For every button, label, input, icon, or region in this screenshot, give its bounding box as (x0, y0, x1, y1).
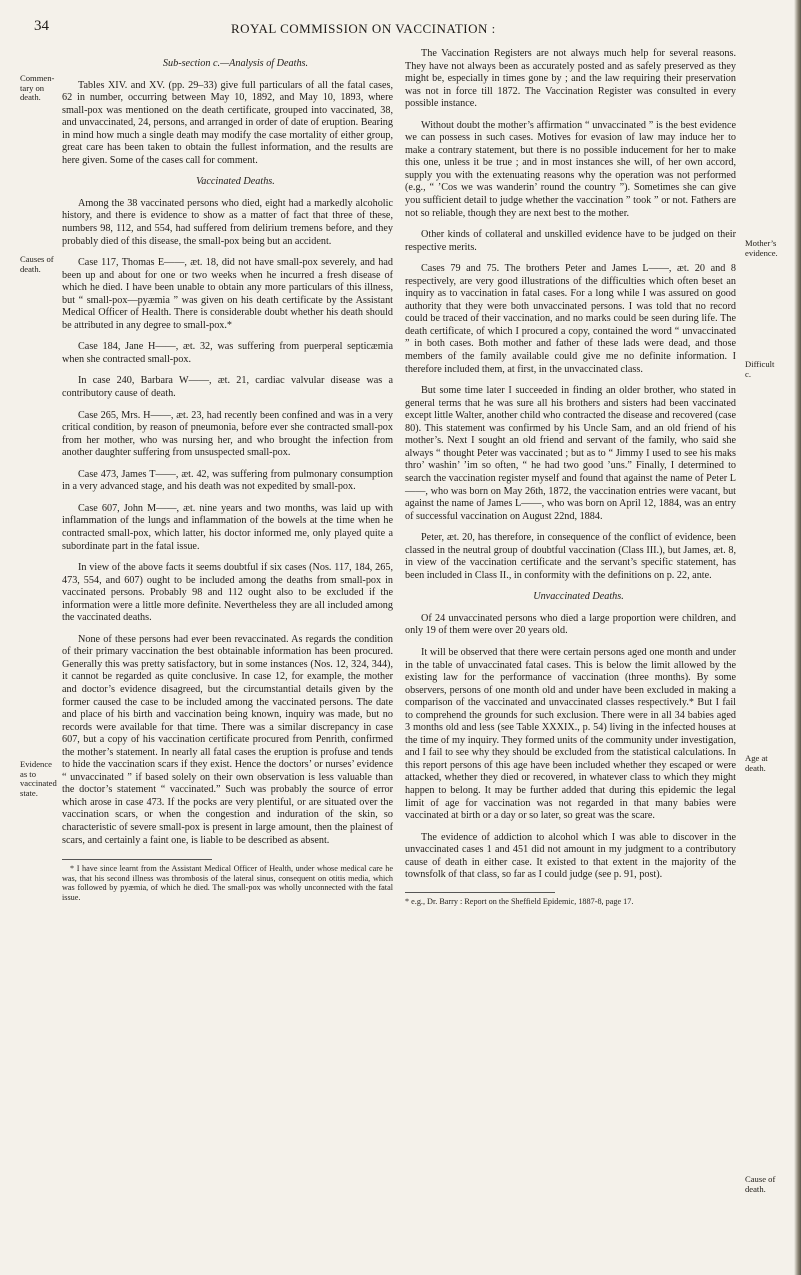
paragraph: Other kinds of collateral and unskilled evidence have to be judged on their respective merits. (405, 229, 736, 253)
paragraph: Case 265, Mrs. H——, æt. 23, had recently been confined and was in a very critical condition, by reason of pneumonia, before ever she contracted small-pox from her mother, who was nursing her, and who brought the infection from another daughter suffering from unsuspected small-pox. (62, 409, 393, 459)
margin-note-causes: Causes of death. (20, 254, 54, 274)
paragraph: It will be observed that there were certain persons aged one month and under in the table of unvaccinated fatal cases. This is below the limit allowed by the existing law for the performance of vaccination (three months). By some observers, persons of one month old and under have been excluded in making a comparison of the vaccinated and unvaccinated classes respectively.* But I fail to comprehend the grounds for such exclusion. There were in all 34 babies aged 3 months old and less (see Table XXXIX., p. 54) living in the infected houses at the time of my inquiry. They formed units of the community under investigation, and I fail to see why they should be excluded from the statistical calculations. In this report persons of this age have been included whether they escaped or were attacked, whether they died or recovered, in whatever class to which they might happen to belong. It may be further added that during this epidemic the legal limit of age for vaccination was not regarded in that many babies were vaccinated at birth or a day or so later, so great was the scare. (405, 646, 736, 822)
paragraph: But some time later I succeeded in finding an older brother, who stated in general terms that he was sure all his brothers and sisters had been vaccinated except little Walter, another child who contracted the disease and recovered (case 80). This statement was confirmed by his Uncle Sam, and an old friend of his mother’s. Next I sought an old friend and servant of the family, who said she always “ thought Peter was vaccinated ; but as to “ Jimmy I used to see his maks thro’ washin’ ’im so often, “ he had two good ’uns.” Finally, I determined to search the vaccination register myself and found that against the name of Peter L——, who was born on May 26th, 1872, the vaccination entries were vacant, but against the name of James L——, who was born on April 12, 1884, was an entry of successful vaccination on August 22nd, 1884. (405, 385, 736, 522)
paragraph: Case 607, John M——, æt. nine years and two months, was laid up with inflammation of the lungs and inflammation of the bowels at the time when he contracted small-pox, which latter, his doctor informed me, only played quite a subordinate part in the fatal issue. (62, 502, 393, 552)
page-number: 34 (34, 18, 49, 34)
margin-note-cause-of-death: Cause of death. (745, 1175, 776, 1194)
footnote: * e.g., Dr. Barry : Report on the Sheffield Epidemic, 1887-8, page 17. (405, 896, 634, 906)
vaccinated-deaths-heading: Vaccinated Deaths. (196, 176, 275, 188)
page-binding-edge (794, 0, 801, 1275)
paragraph: Tables XIV. and XV. (pp. 29–33) give full particulars of all the fatal cases, 62 in number, occurring between May 10, 1892, and May 10, 1893, where small-pox was mentioned on the death certificate, grouped into vaccinated, 38, and unvaccinated, 24, persons, and arranged in order of date of eruption. Bearing in mind how much a single death may modify the case mortality of either group, great care has been taken to obtain the fullest information, and the results are here given. Some of the cases call for comment. (62, 79, 393, 166)
paragraph: Case 473, James T——, æt. 42, was suffering from pulmonary consumption in a very advanced stage, and his death was not expedited by small-pox. (62, 468, 393, 493)
right-column (405, 48, 736, 906)
footnote-rule (62, 859, 393, 902)
footnote-block (405, 892, 736, 907)
section-heading: Sub-section c.—Analysis of Deaths. (162, 58, 309, 69)
margin-note-evidence: Evidence as to vaccinated state. (20, 759, 57, 798)
paragraph: Case 184, Jane H——, æt. 32, was suffering from puerperal septicæmia when she contracted small-pox. (62, 341, 393, 365)
footnote: * I have since learnt from the Assistant Medical Officer of Health, under whose medical care he was, that his second illness was thrombosis of the lateral sinus, consequent on otitis media, which was followed by pyæmia, of which he died. The small-pox was wholly unconnected with the fatal issue. (62, 864, 393, 902)
paragraph: Case 117, Thomas E——, æt. 18, did not have small-pox severely, and had been up and about for one or two weeks when he incurred a fresh disease of which he died. I have been unable to obtain any more particulars of this illness, but “ small-pox—pyæmia ” was given on his death certificate by the Assistant Medical Officer of Health. There is considerable doubt whether his death should be attributed in any degree to small-pox.* (62, 257, 393, 331)
paragraph: Of 24 unvaccinated persons who died a large proportion were children, and only 19 of them were over 20 years old. (405, 612, 736, 637)
unvaccinated-deaths-heading: Unvaccinated Deaths. (533, 591, 624, 603)
paragraph: Cases 79 and 75. The brothers Peter and James L——, æt. 20 and 8 respectively, are very good illustrations of the difficulties which often beset an inquiry as to vaccination in fatal cases. For a long while I was assured on good authority that they were both unvaccinated persons. I was told that no record could be traced of their vaccination, and no marks could be seen during life. The death certificate, of which I procured a copy, contained the word “ unvaccinated ” in both cases. Both mother and father of these lads were dead, and those members of the family available could give me no definite information. I therefore included them, at first, in the unvaccinated class. (405, 263, 736, 375)
margin-note-commentary: Commen- tary on death. (20, 73, 55, 103)
paragraph: None of these persons had ever been revaccinated. As regards the condition of their primary vaccination the best obtainable information has been procured. Generally this was pretty satisfactory, but in some instances (Nos. 12, 324, 344), it cannot be regarded as quite conclusive. In case 12, for example, the mother and doctor’s evidence disagreed, but the circumstantial details given by the former caused the case to be included among the vaccinated persons. The date and place of his birth and vaccination being known, inquiry was made, but no records were available for that time. There was a similar discrepancy in case 607, but a copy of his vaccination certificate procured from Penrith, confirmed the mother’s statement. In nearly all fatal cases the eruption is profuse and tends to hide the vaccination scars if they exist. Hence the doctors’ or nurses’ evidence “ unvaccinated ” if based solely on their own observation is less valuable than the doctor’s statement “ vaccinated.” Such was probably the source of error which arose in case 473. If the pocks are very plentiful, or are situated over the vaccination scars, or when the congestion and induration of the skin, so characteristic of severe small-pox is present in large amount, then the plainest of scars, and certainly a faint one, is liable to be described as absent. (62, 633, 393, 846)
paragraph: The Vaccination Registers are not always much help for several reasons. They have not always been as accurately posted and as safely preserved as they might be, especially in times gone by ; and the law requiring their preservation was not in force till 1872. The Vaccination Register was consulted in every possible instance. (405, 48, 736, 110)
running-title: ROYAL COMMISSION ON VACCINATION : (231, 21, 496, 36)
paragraph: Peter, æt. 20, has therefore, in consequence of the conflict of evidence, been classed in the neutral group of doubtful vaccination (Class III.), but James, æt. 8, in view of the vaccination certificate and the servant’s specific statement, has been included in Class II., in conformity with the definitions on p. 22, ante. (405, 532, 736, 581)
paragraph: In case 240, Barbara W——, æt. 21, cardiac valvular disease was a contributory cause of death. (62, 375, 393, 400)
running-header (0, 18, 801, 38)
margin-note-mothers-evidence: Mother’s evidence. (745, 239, 778, 258)
footnote-rule (405, 892, 555, 893)
paragraph: In view of the above facts it seems doubtful if six cases (Nos. 117, 184, 265, 473, 554, and 607) ought to be included among the deaths from small-pox in vaccinated persons. Probably 98 and 112 ought also to be excluded if the information were a little more definite. Nevertheless they are all included among the vaccinated deaths. (62, 562, 393, 624)
left-column (62, 58, 393, 911)
paragraph: The evidence of addiction to alcohol which I was able to discover in the unvaccinated cases 1 and 451 did not amount in my judgment to a contributory cause of death in either case. It existed to that extent in the majority of the townsfolk of that class, so far as I could judge (see p. 91, post). (405, 831, 736, 881)
paragraph: Without doubt the mother’s affirmation “ unvaccinated ” is the best evidence we can possess in such cases. Motives for evasion of law may induce her to make a contrary statement, but there is no possible inducement for her to make this one, unless it be true ; and in most instances she will, of her own accord, supply you with the extenuating reasons why the operation was not performed (e.g., “ ’Cos we was wanderin’ round the country ”). Sometimes she can give you sufficient detail to judge whether the vaccination ” took ” or not. Fathers are not so reliable, though they are next best to the mother. (405, 119, 736, 219)
paragraph: Among the 38 vaccinated persons who died, eight had a markedly alcoholic history, and there is evidence to show as a matter of fact that three of these, numbers 98, 112, and 554, had suffered from delirium tremens before, and they probably died of this disease, the small-pox being but an accident. (62, 197, 393, 247)
margin-note-difficult: Difficult c. (745, 360, 775, 379)
margin-note-age-at-death: Age at death. (745, 754, 768, 773)
